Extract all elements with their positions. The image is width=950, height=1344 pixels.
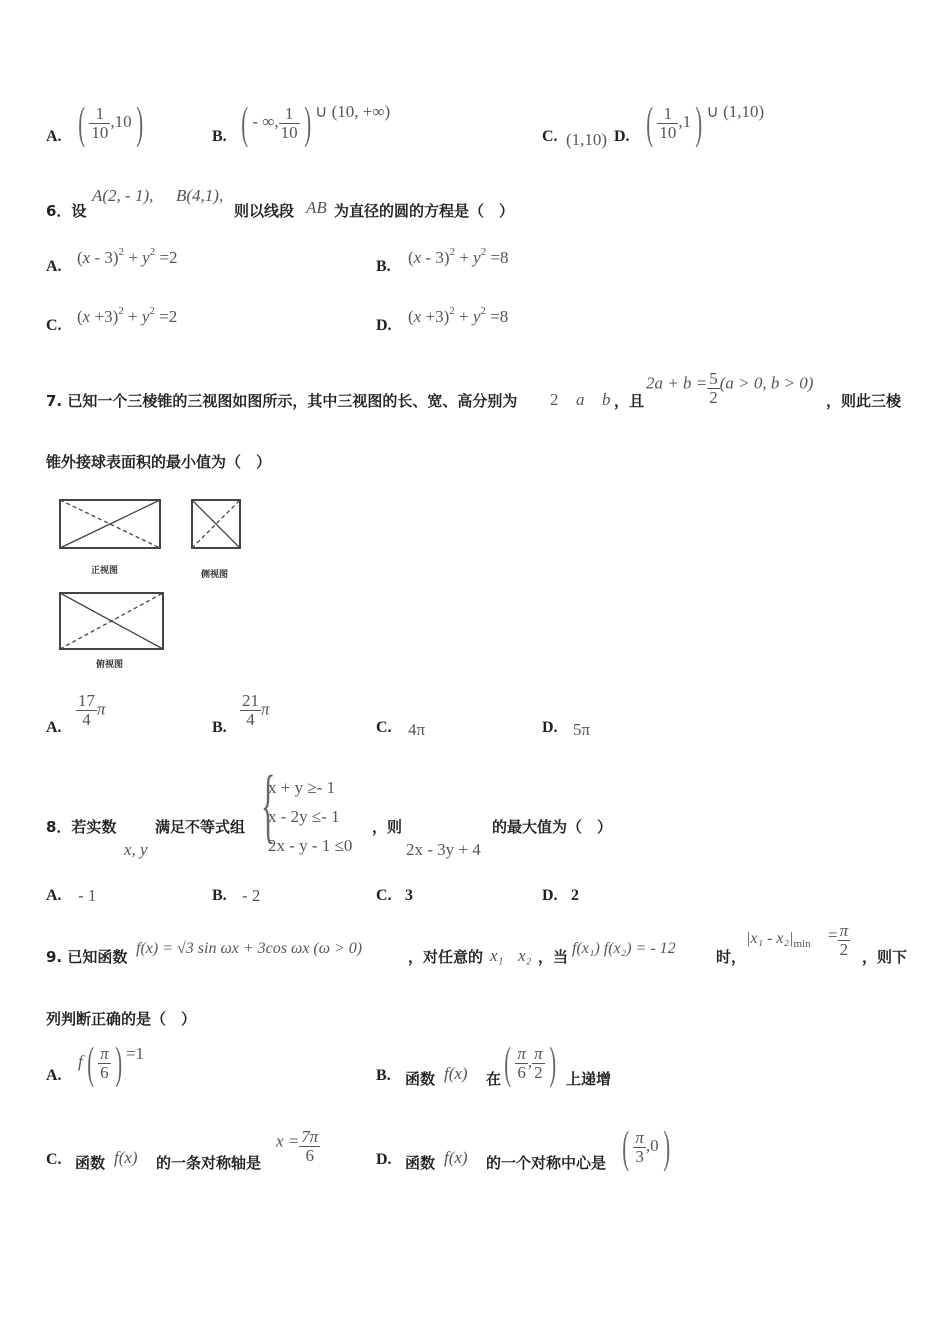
q6-option-a-math: $(x - 3)^2 + y^2 =2$ bbox=[77, 246, 178, 267]
q8-stem-mid: 满足不等式组 bbox=[155, 818, 246, 836]
q5-option-c-label: C. bbox=[542, 128, 558, 145]
q6-point-b: B(4,1), bbox=[176, 186, 224, 205]
q5-option-c-math: (1,10) bbox=[566, 130, 608, 149]
q9-option-a-label: A. bbox=[46, 1067, 62, 1084]
q8-stem-suffix: 的最大值为（ ） bbox=[492, 818, 613, 836]
front-view-caption: 正视图 bbox=[91, 566, 119, 576]
q7-option-d-math: 5π bbox=[573, 720, 591, 739]
q8-vars: x, y bbox=[124, 840, 148, 859]
q5-option-b-math: ( - ∞, $\frac{1}{10}$ ) ∪ (10, +∞) bbox=[241, 97, 391, 148]
q8-option-d-value: 2 bbox=[571, 887, 579, 904]
q9-stem-time: 时， bbox=[716, 948, 747, 966]
q7-three-view-figure bbox=[54, 494, 254, 672]
q5-option-d-math: ( $\frac{1}{10}$ ,1) ∪ (1,10) bbox=[646, 97, 765, 148]
q7-option-c-label: C. bbox=[376, 719, 392, 736]
q7-option-b-math: $\frac{21}{4}$ π bbox=[242, 691, 270, 729]
q9-stem-line2: 列判断正确的是（ ） bbox=[46, 1010, 197, 1028]
q9-abs-diff: $|x_1 - x_2|_{min}$ bbox=[746, 930, 811, 950]
q8-option-c-label: C. bbox=[376, 887, 392, 904]
q5-option-a-label: A. bbox=[46, 128, 62, 145]
q8-objective: 2x - 3y + 4 bbox=[406, 840, 481, 859]
q7-option-b-label: B. bbox=[212, 719, 227, 736]
q9-option-d-text1: 函数 bbox=[405, 1154, 436, 1172]
q9-min-value: = $\frac{\pi}{2}$ bbox=[828, 921, 849, 959]
q7-option-a-math: $\frac{17}{4}$ π bbox=[78, 691, 106, 729]
q7-option-c-math: 4π bbox=[408, 720, 426, 739]
q7-condition: 2a + b = $\frac{5}{2}$ (a > 0, b > 0) bbox=[646, 369, 814, 407]
q9-option-c-text2: 的一条对称轴是 bbox=[156, 1154, 262, 1172]
q8-inequality-1: x + y ≥- 1 bbox=[268, 778, 336, 797]
q8-option-b-label: B. bbox=[212, 887, 227, 904]
q9-option-c-label: C. bbox=[46, 1151, 62, 1168]
q6-segment: AB bbox=[306, 198, 327, 217]
front-view bbox=[60, 500, 160, 548]
q6-stem-suffix: 为直径的圆的方程是（ ） bbox=[334, 202, 515, 220]
q9-option-a-math: f( $\frac{\pi}{6}$ ) =1 bbox=[78, 1037, 145, 1088]
q7-stem-line2: 锥外接球表面积的最小值为（ ） bbox=[46, 453, 272, 471]
q9-function: f(x) = √3 sin ωx + 3cos ωx (ω > 0) bbox=[136, 940, 363, 957]
q9-option-d-label: D. bbox=[376, 1151, 392, 1168]
top-view-caption: 俯视图 bbox=[96, 660, 124, 670]
side-view bbox=[192, 500, 240, 548]
q6-point-a: A(2, - 1), bbox=[92, 186, 154, 205]
q9-option-b-text1: 函数 bbox=[405, 1070, 436, 1088]
q6-option-d-label: D. bbox=[376, 317, 392, 334]
q7-stem-and: ，且 bbox=[614, 392, 645, 410]
q6-option-d-math: $(x +3)^2 + y^2 =8$ bbox=[408, 305, 509, 326]
q9-option-b-interval: ( $\frac{\pi}{6}$ , $\frac{\pi}{2}$ ) bbox=[504, 1037, 556, 1088]
q7-stem-suffix: ，则此三棱 bbox=[826, 392, 902, 410]
q8-option-a-label: A. bbox=[46, 887, 62, 904]
q9-stem-any: ，对任意的 bbox=[408, 948, 484, 966]
q9-option-c-text1: 函数 bbox=[75, 1154, 106, 1172]
q6-stem-mid: 则以线段 bbox=[234, 202, 295, 220]
q9-option-c-axis: x = $\frac{7\pi}{6}$ bbox=[276, 1127, 319, 1165]
q5-option-d-label: D. bbox=[614, 128, 630, 145]
q9-x1: x₁ bbox=[490, 946, 504, 965]
q9-stem-suffix: ，则下 bbox=[862, 948, 908, 966]
q8-stem-then: ，则 bbox=[372, 818, 403, 836]
q8-inequality-2: x - 2y ≤- 1 bbox=[268, 807, 340, 826]
q9-option-d-text2: 的一个对称中心是 bbox=[486, 1154, 607, 1172]
q6-option-b-label: B. bbox=[376, 258, 391, 275]
top-view bbox=[60, 593, 163, 649]
q6-option-b-math: $(x - 3)^2 + y^2 =8$ bbox=[408, 246, 509, 267]
q8-option-d-label: D. bbox=[542, 887, 558, 904]
q8-option-a-value: - 1 bbox=[78, 886, 97, 905]
q9-option-b-text3: 上递增 bbox=[566, 1070, 612, 1088]
q9-option-b-label: B. bbox=[376, 1067, 391, 1084]
q8-stem-prefix: 8．若实数 bbox=[46, 818, 117, 836]
q8-option-c-value: 3 bbox=[405, 887, 413, 904]
q7-option-d-label: D. bbox=[542, 719, 558, 736]
q9-product: f(x₁) f(x₂) = - 12 bbox=[572, 940, 676, 957]
q9-option-d-fx: f(x) bbox=[444, 1148, 468, 1167]
q9-x2: x₂ bbox=[518, 946, 532, 965]
side-view-caption: 侧视图 bbox=[201, 570, 229, 580]
q7-stem-prefix: 7. 已知一个三棱锥的三视图如图所示，其中三视图的长、宽、高分别为 bbox=[46, 392, 518, 410]
q9-option-b-text2: 在 bbox=[486, 1070, 502, 1088]
q9-option-d-center: ( $\frac{\pi}{3}$ ,0) bbox=[622, 1121, 670, 1172]
q8-option-b-value: - 2 bbox=[242, 886, 261, 905]
q9-stem-when: ，当 bbox=[538, 948, 569, 966]
q6-stem-prefix: 6．设 bbox=[46, 202, 87, 220]
q8-brace: { bbox=[261, 759, 276, 852]
q9-stem-prefix: 9. 已知函数 bbox=[46, 948, 128, 966]
q5-option-a-math: ( $\frac{1}{10}$ ,10) bbox=[78, 97, 143, 148]
q7-value-b: b bbox=[602, 390, 611, 409]
q6-option-c-label: C. bbox=[46, 317, 62, 334]
q7-value-a: a bbox=[576, 390, 585, 409]
q6-option-a-label: A. bbox=[46, 258, 62, 275]
q8-inequality-3: 2x - y - 1 ≤0 bbox=[268, 836, 353, 855]
q7-value-2: 2 bbox=[550, 390, 559, 409]
q9-option-c-fx: f(x) bbox=[114, 1148, 138, 1167]
q7-option-a-label: A. bbox=[46, 719, 62, 736]
q9-option-b-fx: f(x) bbox=[444, 1064, 468, 1083]
q6-option-c-math: $(x +3)^2 + y^2 =2$ bbox=[77, 305, 178, 326]
q5-option-b-label: B. bbox=[212, 128, 227, 145]
